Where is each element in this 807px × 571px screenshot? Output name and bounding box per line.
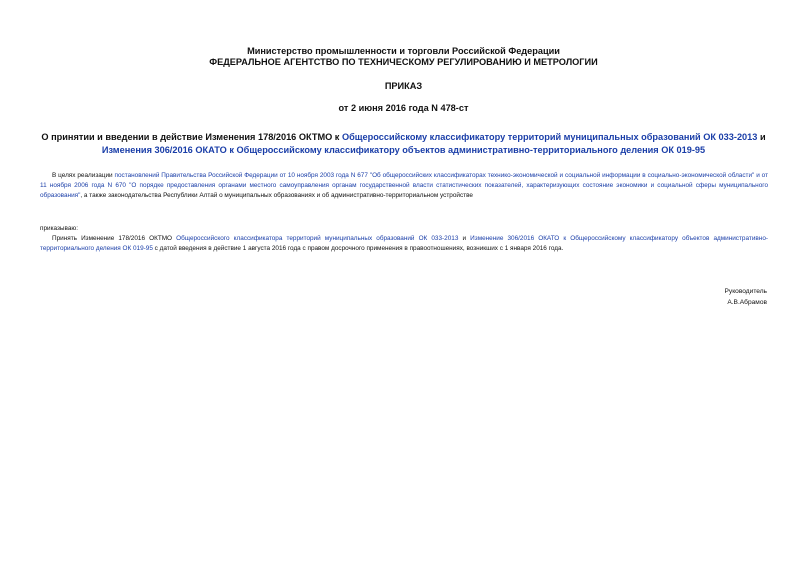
ministry-name: Министерство промышленности и торговли Российской Федерации [247,46,560,56]
title-link-okato[interactable]: Изменения 306/2016 ОКАТО к Общероссийскому классификатору объектов административно-территориального деления ОК 019-95 [101,144,706,155]
order-link-okato[interactable]: Изменение 306/2016 ОКАТО к Общероссийскому классификатору объектов административно-территориального деления ОК 019-95 [40,235,769,253]
order-end: с датой введения в действие 1 августа 2016 года с правом досрочного применения в правоотношениях, возникших с 1 января 2016 года. [152,245,564,253]
signature-position: Руководитель [724,288,767,295]
preamble-link-decrees[interactable]: постановлений Правительства Российской Федерации от 10 ноября 2003 года N 677 "Об общероссийских классификаторах технико-экономической и социальной информации в социально-экономической области" и от 11 ноября 2006 года N 670 "О порядке предоставления органами местного самоуправления органам государственной власти статистических показателей, характеризующих состояние экономики и социальной сферы муниципального образования" [40,172,768,200]
order-start: Принять Изменение 178/2016 ОКТМО [52,235,177,242]
doc-date-number: от 2 июня 2016 года N 478-ст [338,103,469,113]
title-middle: и [757,132,766,142]
preamble-rest: , а также законодательства Республики Алтай о муниципальных образованиях и об административно-территориальном устройстве [80,192,473,200]
title-prefix: О принятии и введении в действие Изменения 178/2016 ОКТМО к [41,132,342,142]
preamble-paragraph [40,171,768,202]
agency-name: ФЕДЕРАЛЬНОЕ АГЕНТСТВО ПО ТЕХНИЧЕСКОМУ РЕГУЛИРОВАНИЮ И МЕТРОЛОГИИ [209,57,598,67]
signature-block [725,287,767,308]
doc-type: ПРИКАЗ [384,81,423,91]
doc-title [40,131,767,156]
preamble-intro: В целях реализации [52,172,115,179]
order-middle: и [458,235,471,242]
order-label: приказываю: [40,225,78,232]
order-paragraph [40,234,768,254]
signature-name: А.В.Абрамов [727,298,767,306]
title-link-oktmo[interactable]: Общероссийскому классификатору территорий муниципальных образований ОК 033-2013 [341,132,758,142]
order-link-oktmo[interactable]: Общероссийского классификатора территорий муниципальных образований ОК 033-2013 [176,235,459,242]
